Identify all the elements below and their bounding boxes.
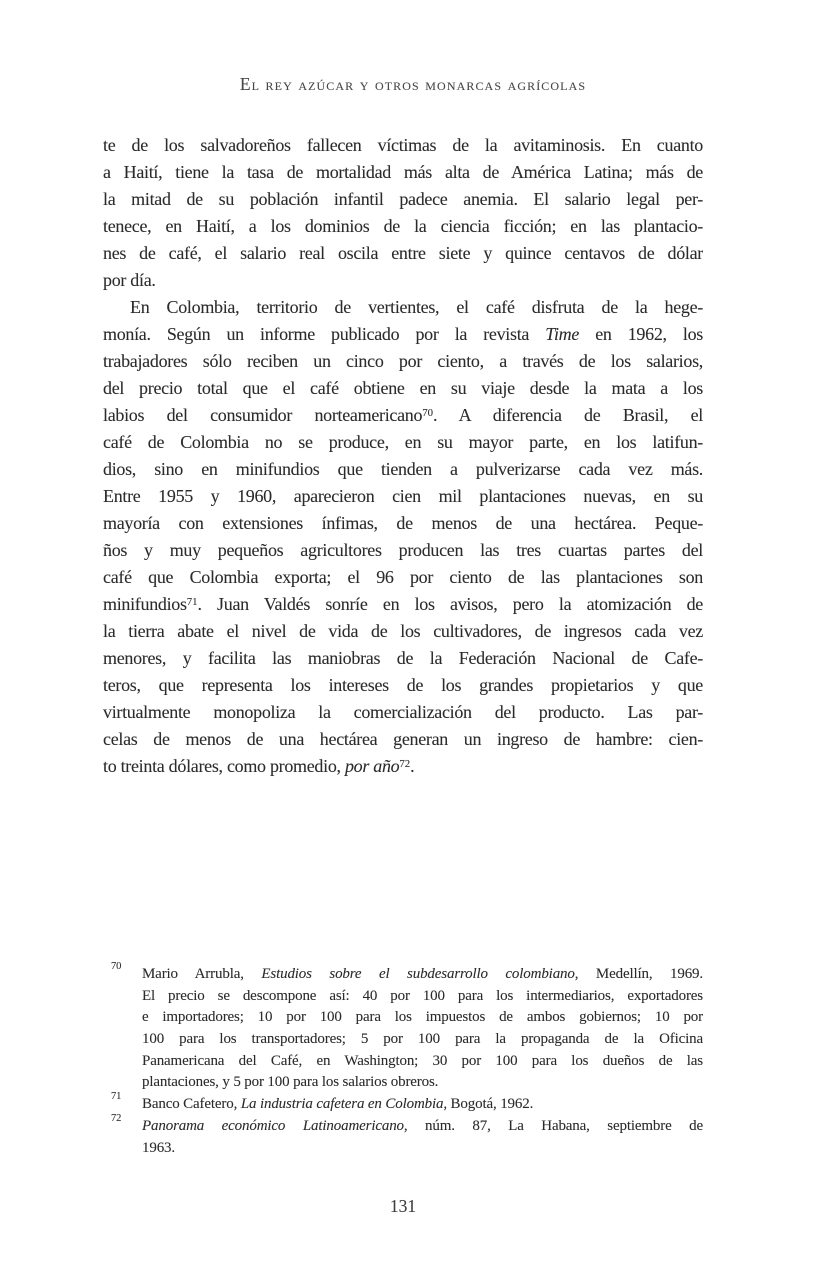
body-text-line: café de Colombia no se produce, en su mayor parte, en los latifun-: [103, 432, 703, 452]
body-text-line: celas de menos de una hectárea generan un ingreso de hambre: cien-: [103, 729, 703, 749]
body-text-line: Entre 1955 y 1960, aparecieron cien mil plantaciones nuevas, en su: [103, 486, 703, 506]
footnotes-block: [111, 961, 703, 1159]
footnote-line: plantaciones, y 5 por 100 para los salarios obreros.: [142, 1074, 439, 1091]
body-text-line: la tierra abate el nivel de vida de los cultivadores, de ingresos cada vez: [103, 621, 703, 641]
running-header: El rey azúcar y otros monarcas agrícolas: [239, 74, 587, 94]
body-text-line: to treinta dólares, como promedio, por año$^{72}$.: [103, 756, 415, 776]
body-text-line: En Colombia, territorio de vertientes, el café disfruta de la hege-: [130, 297, 703, 317]
body-text-line: mayoría con extensiones ínfimas, de menos de una hectárea. Peque-: [103, 513, 703, 533]
footnote: [111, 1112, 703, 1159]
footnote-line: 100 para los transportadores; 5 por 100 para la propaganda de la Oficina: [142, 1031, 703, 1048]
footnote: [111, 1091, 703, 1116]
body-text-line: monía. Según un informe publicado por la revista Time en 1962, los: [103, 324, 703, 344]
footnote-line: Banco Cafetero, La industria cafetera en Colombia, Bogotá, 1962.: [142, 1096, 534, 1113]
body-text-line: a Haití, tiene la tasa de mortalidad más alta de América Latina; más de: [103, 162, 703, 182]
footnote-line: 1963.: [142, 1139, 176, 1156]
body-text: [103, 132, 703, 780]
footnote-line: Panamericana del Café, en Washington; 30 por 100 para los dueños de las: [142, 1052, 703, 1069]
body-text-line: minifundios$^{71}$. Juan Valdés sonríe en los avisos, pero la atomización de: [103, 594, 703, 614]
footnote: [111, 961, 703, 1094]
footnote-marker: 72: [111, 1112, 122, 1124]
body-text-line: virtualmente monopoliza la comercialización del producto. Las par-: [103, 702, 703, 722]
page-number: 131: [389, 1196, 417, 1216]
footnote-line: Mario Arrubla, Estudios sobre el subdesarrollo colombiano, Medellín, 1969.: [142, 966, 703, 982]
body-text-line: menores, y facilita las maniobras de la Federación Nacional de Cafe-: [103, 648, 703, 668]
footnote-line: El precio se descompone así: 40 por 100 para los intermediarios, exportadores: [142, 987, 703, 1004]
body-text-line: dios, sino en minifundios que tienden a pulverizarse cada vez más.: [103, 459, 703, 479]
footnote-marker: 70: [111, 961, 122, 972]
body-text-line: teros, que representa los intereses de los grandes propietarios y que: [103, 675, 703, 695]
body-text-line: café que Colombia exporta; el 96 por ciento de las plantaciones son: [103, 567, 703, 587]
body-text-line: ños y muy pequeños agricultores producen las tres cuartas partes del: [103, 540, 703, 560]
body-text-line: trabajadores sólo reciben un cinco por ciento, a través de los salarios,: [103, 351, 703, 371]
body-text-line: la mitad de su población infantil padece anemia. El salario legal per-: [103, 189, 703, 209]
footnote-line: e importadores; 10 por 100 para los impuestos de ambos gobiernos; 10 por: [142, 1009, 703, 1026]
body-text-line: por día.: [103, 270, 156, 290]
footnote-line: Panorama económico Latinoamericano, núm. 87, La Habana, septiembre de: [142, 1117, 703, 1134]
body-text-line: tenece, en Haití, a los dominios de la ciencia ficción; en las plantacio-: [103, 216, 703, 236]
body-text-line: labios del consumidor norteamericano$^{70}$. A diferencia de Brasil, el: [103, 405, 703, 425]
footnote-marker: 71: [111, 1091, 122, 1103]
body-text-line: del precio total que el café obtiene en su viaje desde la mata a los: [103, 378, 703, 398]
body-text-line: nes de café, el salario real oscila entre siete y quince centavos de dólar: [103, 243, 703, 263]
body-text-line: te de los salvadoreños fallecen víctimas de la avitaminosis. En cuanto: [103, 135, 703, 155]
